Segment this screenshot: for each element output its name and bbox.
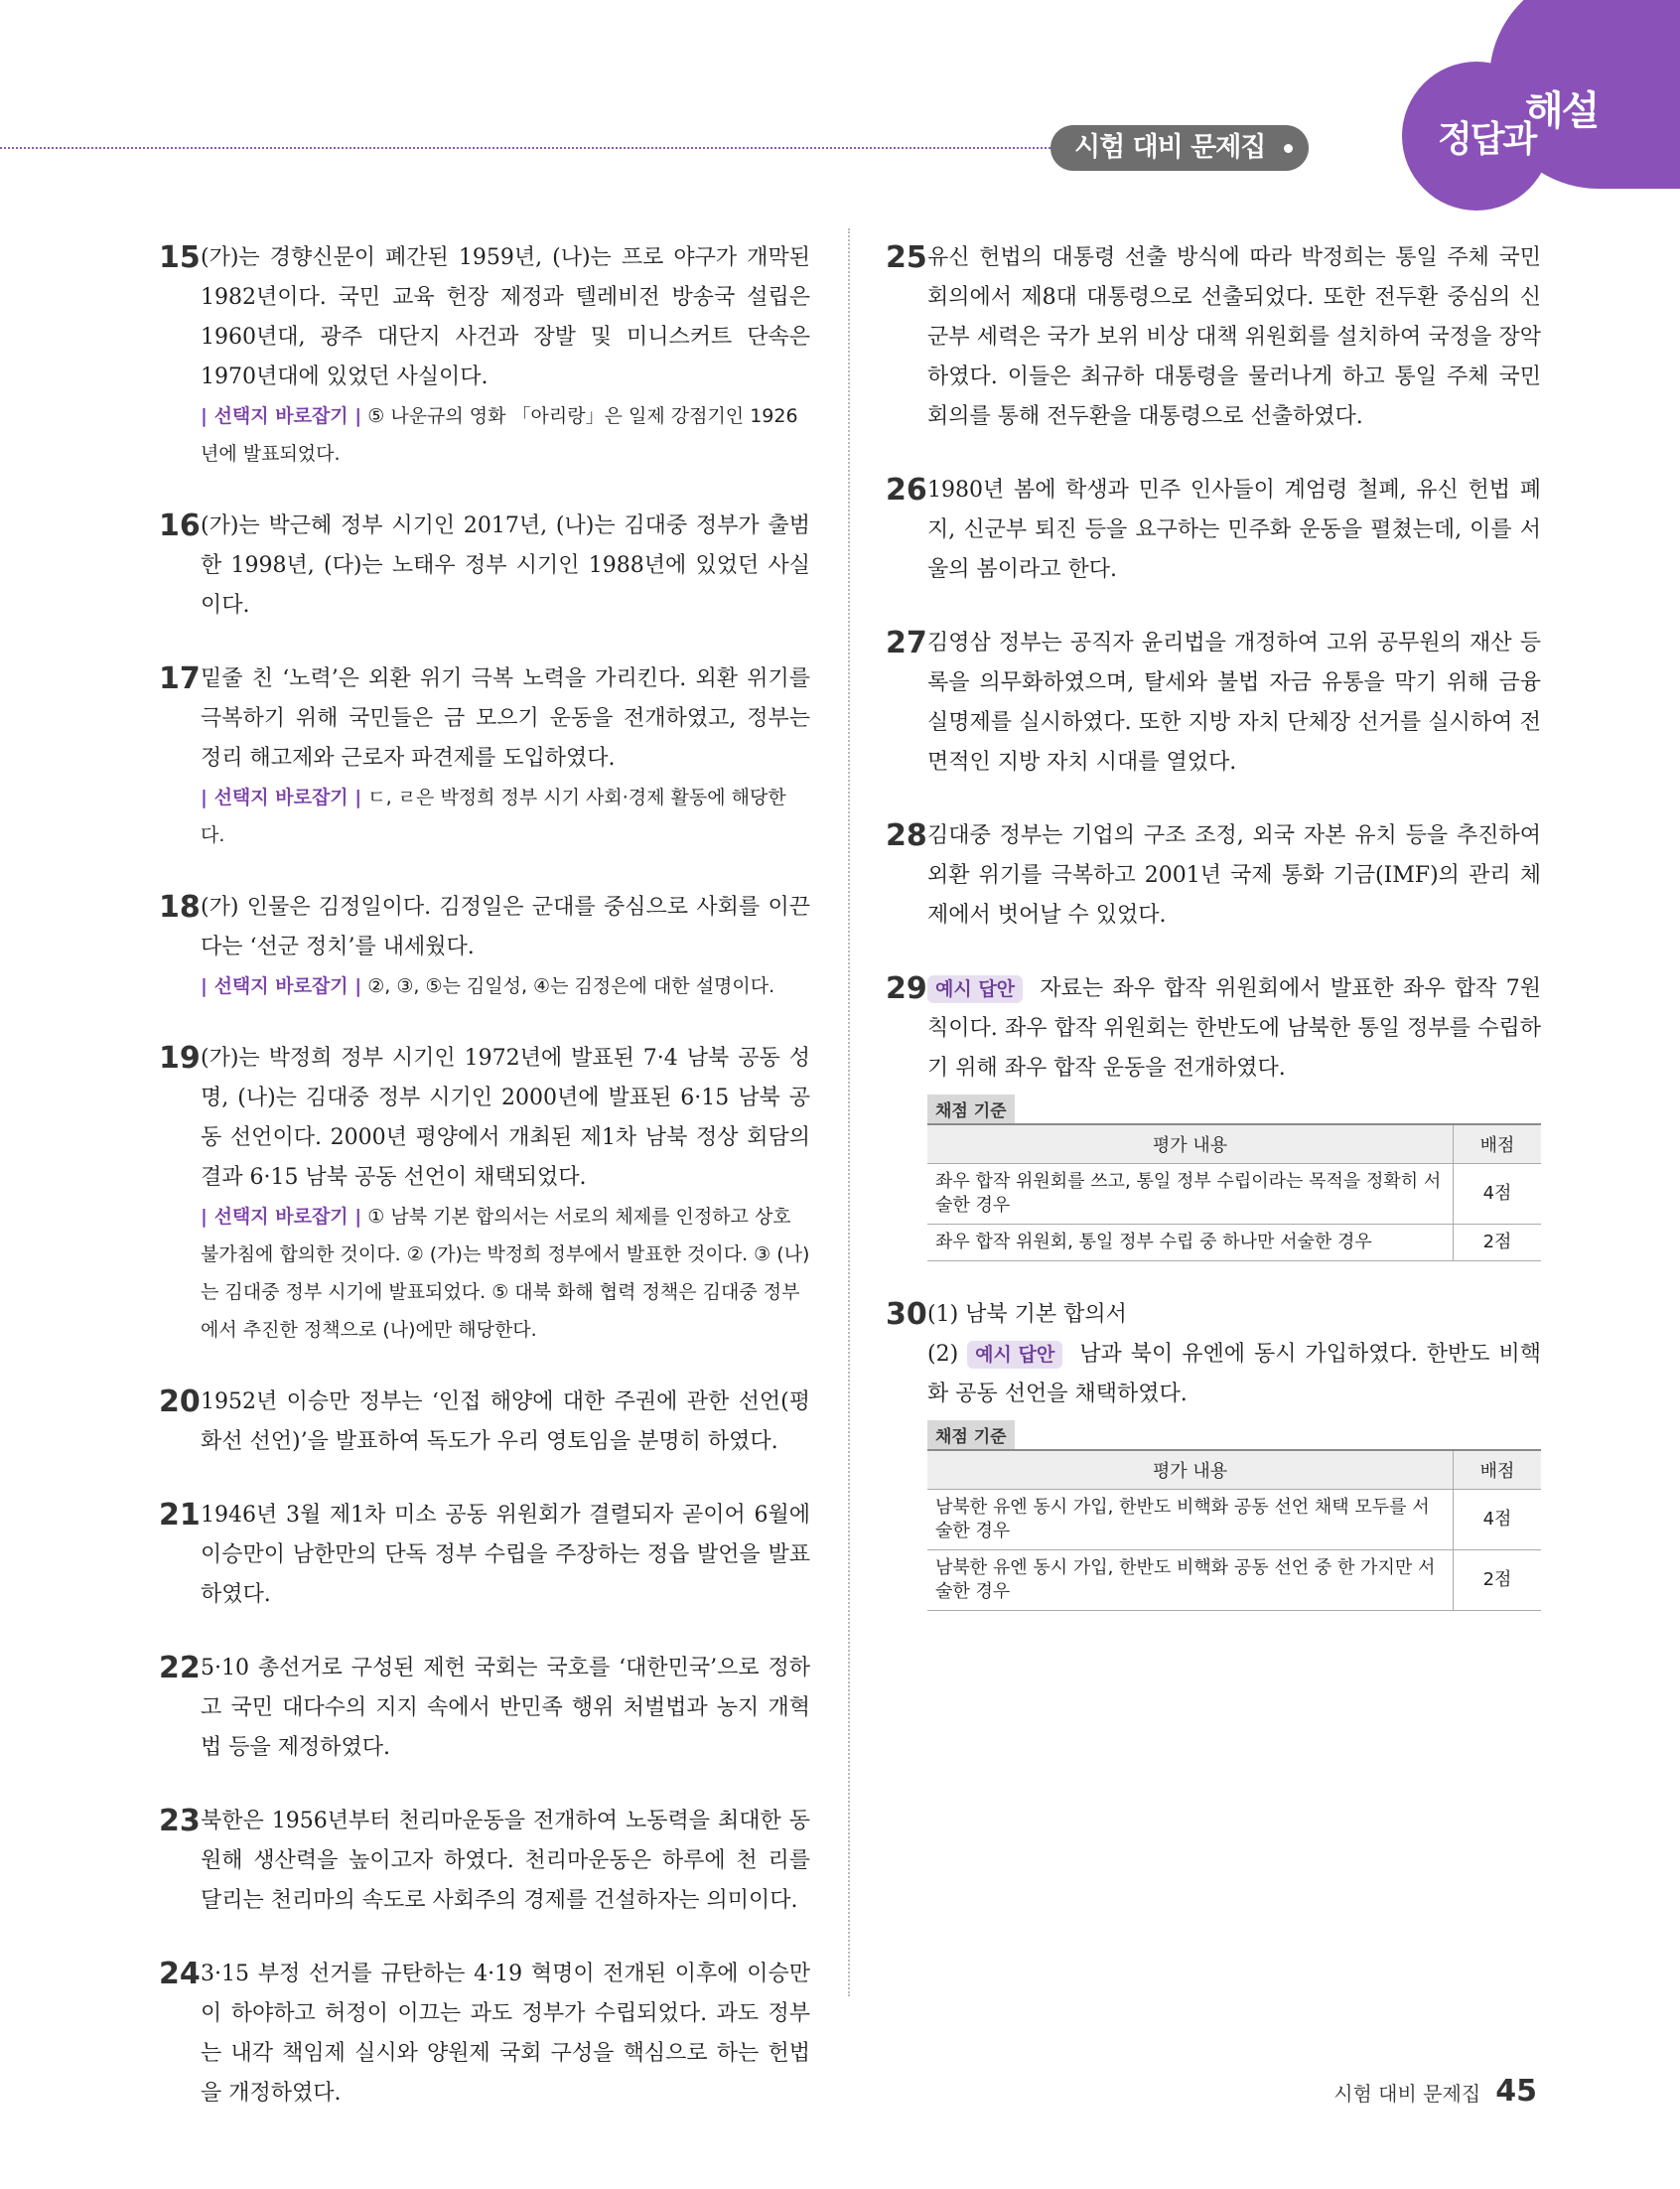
header-dotted-line xyxy=(0,147,1102,149)
rubric-header-content: 평가 내용 xyxy=(927,1450,1454,1490)
answer-part-1: (1) 남북 기본 합의서 xyxy=(927,1302,1127,1327)
question-16 xyxy=(159,507,810,626)
hint-text: ① 남북 기본 합의서는 서로의 체제를 인정하고 상호 불가침에 합의한 것이다. ② (가)는 박정희 정부에서 발표한 것이다. ③ (나)는 김대중 정부 시기에 발표되었다. ⑤ 대북 화해 협력 정책은 김대중 정부에서 추진한 정책으로 (나)에만 해당한다. xyxy=(201,1206,810,1341)
rubric-table xyxy=(927,1123,1541,1261)
question-number: 18 xyxy=(159,890,201,925)
question-22 xyxy=(159,1649,810,1768)
question-explanation: (가)는 박정희 정부 시기인 1972년에 발표된 7·4 남북 공동 성명, (나)는 김대중 정부 시기인 2000년에 발표된 6·15 남북 공동 선언이다. 2000년 평양에서 개최된 제1차 남북 정상 회담의 결과 6·15 남북 공동 선언이 채택되었다. xyxy=(201,1046,810,1190)
question-29 xyxy=(886,969,1541,1261)
corner-title-answers: 정답과 xyxy=(1438,119,1536,160)
question-explanation: 유신 헌법의 대통령 선출 방식에 따라 박정희는 통일 주체 국민 회의에서 제8대 대통령으로 선출되었다. 또한 전두환 중심의 신군부 세력은 국가 보위 비상 대책 위원회를 설치하여 국정을 장악하였다. 이들은 최규하 대통령을 물러나게 하고 통일 주체 국민 회의를 통해 전두환을 대통령으로 선출하였다. xyxy=(927,245,1541,429)
question-18 xyxy=(159,888,810,1005)
hint-label: | 선택지 바로잡기 | xyxy=(201,975,362,997)
question-number: 20 xyxy=(159,1385,201,1419)
hint-text: ㄷ, ㄹ은 박정희 정부 시기 사회·경제 활동에 해당한다. xyxy=(201,787,786,846)
answer-part-2-prefix: (2) xyxy=(927,1342,959,1367)
hint-text: ②, ③, ⑤는 김일성, ④는 김정은에 대한 설명이다. xyxy=(367,975,775,997)
question-explanation: 5·10 총선거로 구성된 제헌 국회는 국호를 ‘대한민국’으로 정하고 국민 대다수의 지지 속에서 반민족 행위 처벌법과 농지 개혁법 등을 제정하였다. xyxy=(201,1656,810,1760)
rubric-header-score: 배점 xyxy=(1454,1450,1542,1490)
question-30 xyxy=(886,1295,1541,1611)
column-divider xyxy=(848,228,850,1996)
question-26 xyxy=(886,471,1541,590)
question-number: 24 xyxy=(159,1957,201,1991)
option-correction xyxy=(201,967,810,1005)
rubric-row xyxy=(927,1164,1541,1225)
question-number: 26 xyxy=(886,473,927,508)
question-15 xyxy=(159,238,810,473)
question-explanation: 1946년 3월 제1차 미소 공동 위원회가 결렬되자 곧이어 6월에 이승만이 남한만의 단독 정부 수립을 주장하는 정읍 발언을 발표하였다. xyxy=(201,1503,810,1607)
question-number: 16 xyxy=(159,509,201,543)
question-number: 21 xyxy=(159,1498,201,1532)
question-explanation: (가)는 경향신문이 폐간된 1959년, (나)는 프로 야구가 개막된 1982년이다. 국민 교육 헌장 제정과 텔레비전 방송국 설립은 1960년대, 광주 대단지 사건과 장발 및 미니스커트 단속은 1970년대에 있었던 사실이다. xyxy=(201,245,810,389)
question-27 xyxy=(886,624,1541,783)
question-number: 25 xyxy=(886,240,927,275)
question-23 xyxy=(159,1802,810,1921)
rubric-content: 좌우 합작 위원회를 쓰고, 통일 정부 수립이라는 목적을 정확히 서술한 경우 xyxy=(927,1164,1454,1225)
rubric-content: 남북한 유엔 동시 가입, 한반도 비핵화 공동 선언 채택 모두를 서술한 경우 xyxy=(927,1490,1454,1550)
example-answer-tag: 예시 답안 xyxy=(967,1341,1062,1369)
question-number: 22 xyxy=(159,1651,201,1685)
header-book-title-pill xyxy=(1050,125,1309,171)
rubric-content: 남북한 유엔 동시 가입, 한반도 비핵화 공동 선언 중 한 가지만 서술한 경우 xyxy=(927,1550,1454,1611)
option-correction xyxy=(201,397,810,473)
rubric-header-content: 평가 내용 xyxy=(927,1124,1454,1164)
question-number: 19 xyxy=(159,1041,201,1076)
hint-label: | 선택지 바로잡기 | xyxy=(201,1206,362,1228)
rubric-table xyxy=(927,1449,1541,1611)
left-column xyxy=(159,238,810,2147)
option-correction xyxy=(201,1198,810,1349)
option-correction xyxy=(201,779,810,854)
hint-label: | 선택지 바로잡기 | xyxy=(201,787,362,808)
question-number: 30 xyxy=(886,1297,927,1332)
question-number: 17 xyxy=(159,661,201,696)
rubric-title: 채점 기준 xyxy=(927,1094,1015,1123)
header-dot-icon xyxy=(1284,144,1293,153)
question-explanation: 김영삼 정부는 공직자 윤리법을 개정하여 고위 공무원의 재산 등록을 의무화하였으며, 탈세와 불법 자금 유통을 막기 위해 금융 실명제를 실시하였다. 또한 지방 자치 단체장 선거를 실시하여 전면적인 지방 자치 시대를 열었다. xyxy=(927,631,1541,775)
question-28 xyxy=(886,816,1541,936)
right-column xyxy=(886,238,1541,1645)
question-explanation: 3·15 부정 선거를 규탄하는 4·19 혁명이 전개된 이후에 이승만이 하야하고 허정이 이끄는 과도 정부가 수립되었다. 과도 정부는 내각 책임제 실시와 양원제 국회 구성을 핵심으로 하는 헌법을 개정하였다. xyxy=(201,1962,810,2106)
corner-title-explanation: 해설 xyxy=(1525,88,1599,134)
question-explanation: 1980년 봄에 학생과 민주 인사들이 계엄령 철폐, 유신 헌법 폐지, 신군부 퇴진 등을 요구하는 민주화 운동을 펼쳤는데, 이를 서울의 봄이라고 한다. xyxy=(927,478,1541,582)
question-explanation: (가) 인물은 김정일이다. 김정일은 군대를 중심으로 사회를 이끈다는 ‘선군 정치’를 내세웠다. xyxy=(201,895,810,959)
rubric-score: 2점 xyxy=(1454,1225,1542,1261)
rubric-score: 2점 xyxy=(1454,1550,1542,1611)
page-footer xyxy=(1333,2074,1537,2109)
rubric-score: 4점 xyxy=(1454,1490,1542,1550)
question-25 xyxy=(886,238,1541,437)
answer-part-2 xyxy=(927,1335,1541,1414)
question-20 xyxy=(159,1383,810,1462)
question-19 xyxy=(159,1039,810,1349)
page-number: 45 xyxy=(1495,2074,1537,2109)
rubric-row xyxy=(927,1490,1541,1550)
question-number: 27 xyxy=(886,626,927,660)
question-17 xyxy=(159,659,810,854)
question-number: 15 xyxy=(159,240,201,275)
question-explanation: 밑줄 친 ‘노력’은 외환 위기 극복 노력을 가리킨다. 외환 위기를 극복하기 위해 국민들은 금 모으기 운동을 전개하였고, 정부는 정리 해고제와 근로자 파견제를 도입하였다. xyxy=(201,666,810,771)
rubric-header-score: 배점 xyxy=(1454,1124,1542,1164)
header-book-title: 시험 대비 문제집 xyxy=(1074,132,1266,163)
rubric-title: 채점 기준 xyxy=(927,1420,1015,1449)
hint-label: | 선택지 바로잡기 | xyxy=(201,405,362,427)
answer-part-2-text: 남과 북이 유엔에 동시 가입하였다. 한반도 비핵화 공동 선언을 채택하였다. xyxy=(927,1342,1541,1406)
rubric-score: 4점 xyxy=(1454,1164,1542,1225)
rubric-row xyxy=(927,1550,1541,1611)
model-answer xyxy=(927,969,1541,1089)
question-number: 28 xyxy=(886,818,927,853)
rubric-content: 좌우 합작 위원회, 통일 정부 수립 중 하나만 서술한 경우 xyxy=(927,1225,1454,1261)
model-answer-text: 자료는 좌우 합작 위원회에서 발표한 좌우 합작 7원칙이다. 좌우 합작 위원회는 한반도에 남북한 통일 정부를 수립하기 위해 좌우 합작 운동을 전개하였다. xyxy=(927,976,1541,1081)
question-explanation: 북한은 1956년부터 천리마운동을 전개하여 노동력을 최대한 동원해 생산력을 높이고자 하였다. 천리마운동은 하루에 천 리를 달리는 천리마의 속도로 사회주의 경제를 건설하자는 의미이다. xyxy=(201,1809,810,1913)
question-explanation: 1952년 이승만 정부는 ‘인접 해양에 대한 주권에 관한 선언(평화선 선언)’을 발표하여 독도가 우리 영토임을 분명히 하였다. xyxy=(201,1389,810,1454)
question-21 xyxy=(159,1496,810,1615)
question-number: 29 xyxy=(886,971,927,1006)
question-explanation: 김대중 정부는 기업의 구조 조정, 외국 자본 유치 등을 추진하여 외환 위기를 극복하고 2001년 국제 통화 기금(IMF)의 관리 체제에서 벗어날 수 있었다. xyxy=(927,823,1541,928)
question-number: 23 xyxy=(159,1804,201,1838)
question-explanation: (가)는 박근혜 정부 시기인 2017년, (나)는 김대중 정부가 출범한 1998년, (다)는 노태우 정부 시기인 1988년에 있었던 사실이다. xyxy=(201,513,810,618)
rubric-row xyxy=(927,1225,1541,1261)
footer-book-title: 시험 대비 문제집 xyxy=(1333,2082,1481,2106)
example-answer-tag: 예시 답안 xyxy=(927,975,1023,1003)
hint-text: ⑤ 나운규의 영화 「아리랑」은 일제 강점기인 1926년에 발표되었다. xyxy=(201,405,798,465)
question-24 xyxy=(159,1955,810,2114)
